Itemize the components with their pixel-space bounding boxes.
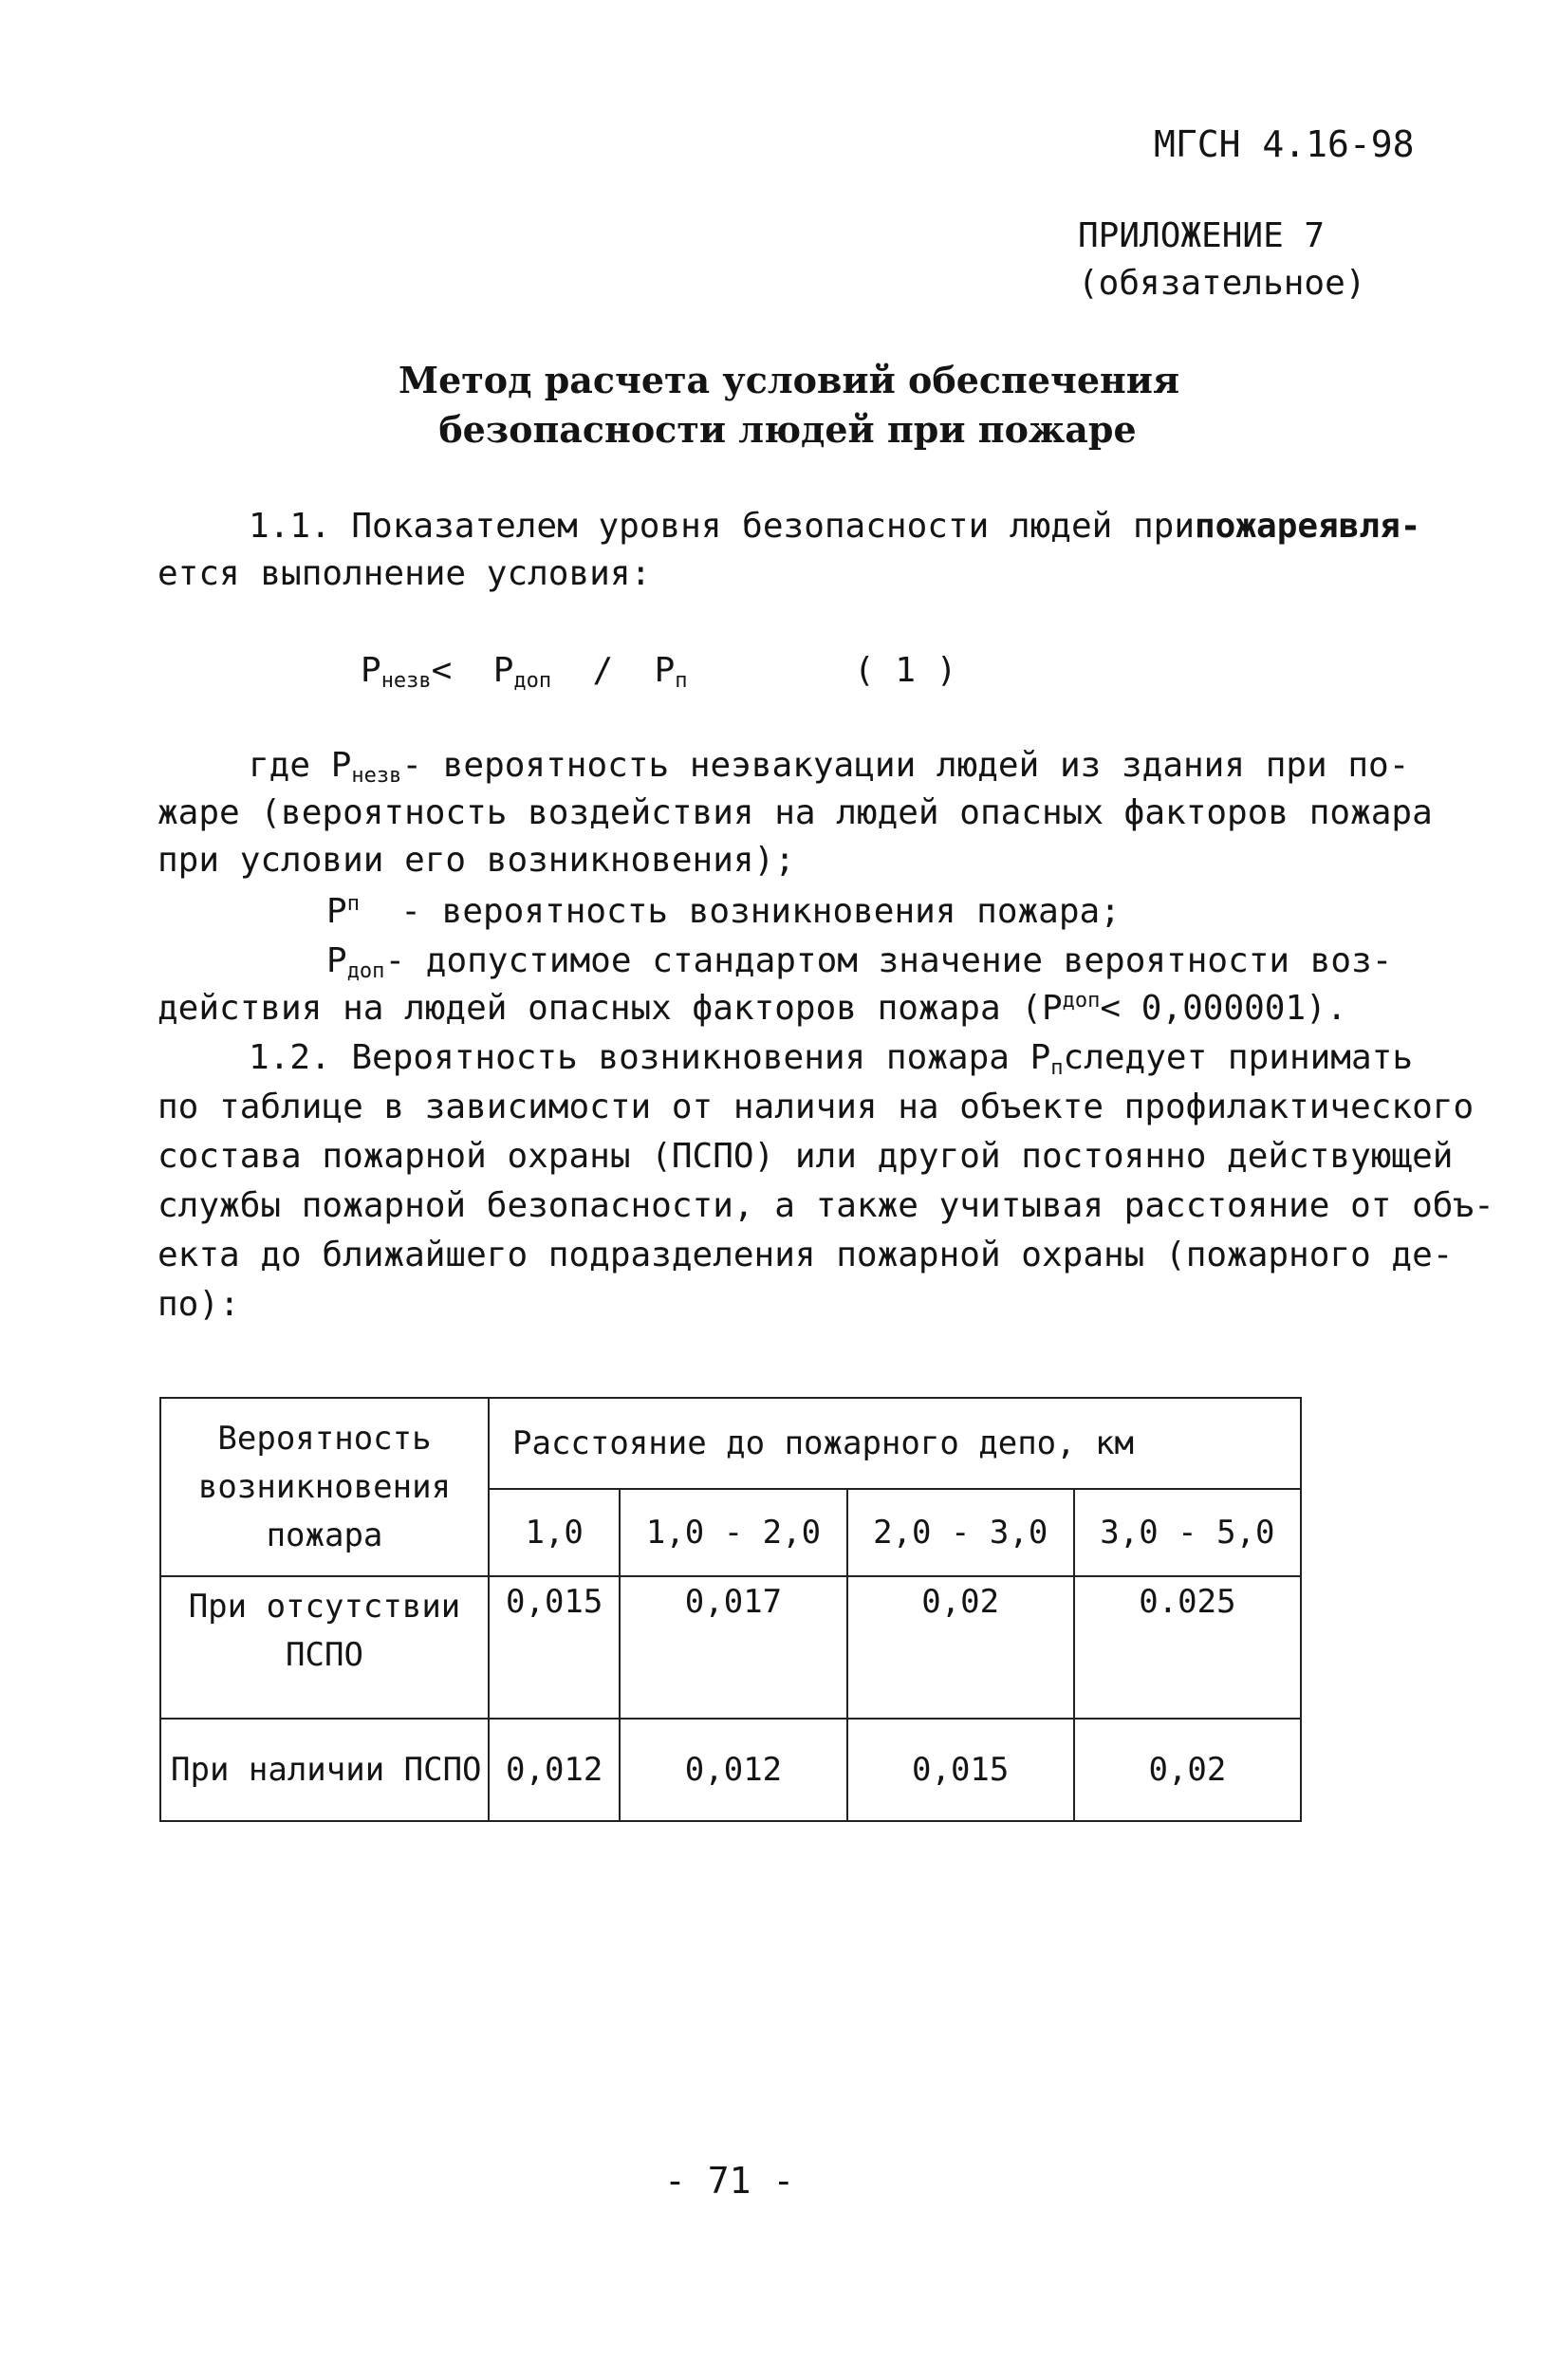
paragraph-text: 1.1. Показателем уровня безопасности людей при [249, 507, 1195, 546]
definition-pi: P п - вероятность возникновения пожара; [326, 892, 1121, 931]
table-row-label: При отсутствии ПСПО [160, 1576, 489, 1719]
section-title-line-1: Метод расчета условий обеспечения [399, 359, 1180, 401]
paragraph-1-2-line-3: состава пожарной охраны (ПСПО) или другой постоянно действующей [158, 1137, 1454, 1176]
paragraph-1-2-line-2: по таблице в зависимости от наличия на объекте профилактического [158, 1088, 1475, 1126]
table-cell: 0,02 [1074, 1719, 1301, 1821]
table-row-label: При наличии ПСПО [160, 1719, 489, 1821]
definition-nezv-line-1: где $P_{незв}$ - вероятность неэвакуации людей из здания при по- [249, 746, 1410, 788]
paragraph-1-2-line-5: екта до ближайшего подразделения пожарной охраны (пожарного де- [158, 1236, 1454, 1274]
table-cell: 0.025 [1074, 1576, 1301, 1719]
table-header-distance-cell: 1,0 [489, 1489, 620, 1576]
table-header-distance-cell: 2,0 - 3,0 [847, 1489, 1074, 1576]
table-cell: 0,012 [489, 1719, 620, 1821]
section-title-line-2: безопасности людей при пожаре [438, 408, 1137, 451]
paragraph-bold-word: пожаре [1195, 507, 1319, 546]
formula-number: ( 1 ) [854, 651, 957, 690]
paragraph-1-2-line-4: службы пожарной безопасности, а также учитывая расстояние от объ- [158, 1186, 1494, 1225]
definition-nezv-line-2: жаре (вероятность воздействия на людей опасных факторов пожара [158, 793, 1433, 832]
table-header-probability: Вероятность возникновения пожара [160, 1398, 489, 1576]
table-cell: 0,015 [489, 1576, 620, 1719]
formula: $P_{незв}< P_{доп} / P_п$ [361, 651, 688, 693]
table-cell: 0,017 [620, 1576, 846, 1719]
document-code: МГСН 4.16-98 [1154, 123, 1415, 165]
paragraph-text-end: явля- [1318, 507, 1421, 546]
table-header-row [160, 1398, 1301, 1489]
table-cell: 0,012 [620, 1719, 846, 1821]
appendix-label: ПРИЛОЖЕНИЕ 7 [1078, 216, 1326, 255]
table-row [160, 1719, 1301, 1821]
fire-probability-table [159, 1397, 1302, 1822]
definition-dop-line-1: $P_{доп}$ - допустимое стандартом значение вероятности воз- [326, 941, 1393, 983]
table-header-distance-cell: 3,0 - 5,0 [1074, 1489, 1301, 1576]
appendix-note: (обязательное) [1078, 264, 1366, 303]
table-cell: 0,02 [847, 1576, 1074, 1719]
table-header-distance-cell: 1,0 - 2,0 [620, 1489, 846, 1576]
paragraph-1-2-line-6: по): [158, 1285, 240, 1324]
table-cell: 0,015 [847, 1719, 1074, 1821]
definition-nezv-line-3: при условии его возникновения); [158, 841, 795, 880]
paragraph-1-1-line-2: ется выполнение условия: [158, 554, 652, 593]
table-row [160, 1576, 1301, 1719]
paragraph-1-1-line-1 [158, 507, 1421, 546]
page-number: - 71 - [664, 2160, 795, 2202]
definition-dop-line-2: действия на людей опасных факторов пожара (P доп < 0,000001). [158, 989, 1347, 1028]
table-header-distance: Расстояние до пожарного депо, км [489, 1398, 1301, 1489]
paragraph-1-2-line-1: 1.2. Вероятность возникновения пожара $P_п$ следует принимать [249, 1038, 1413, 1080]
